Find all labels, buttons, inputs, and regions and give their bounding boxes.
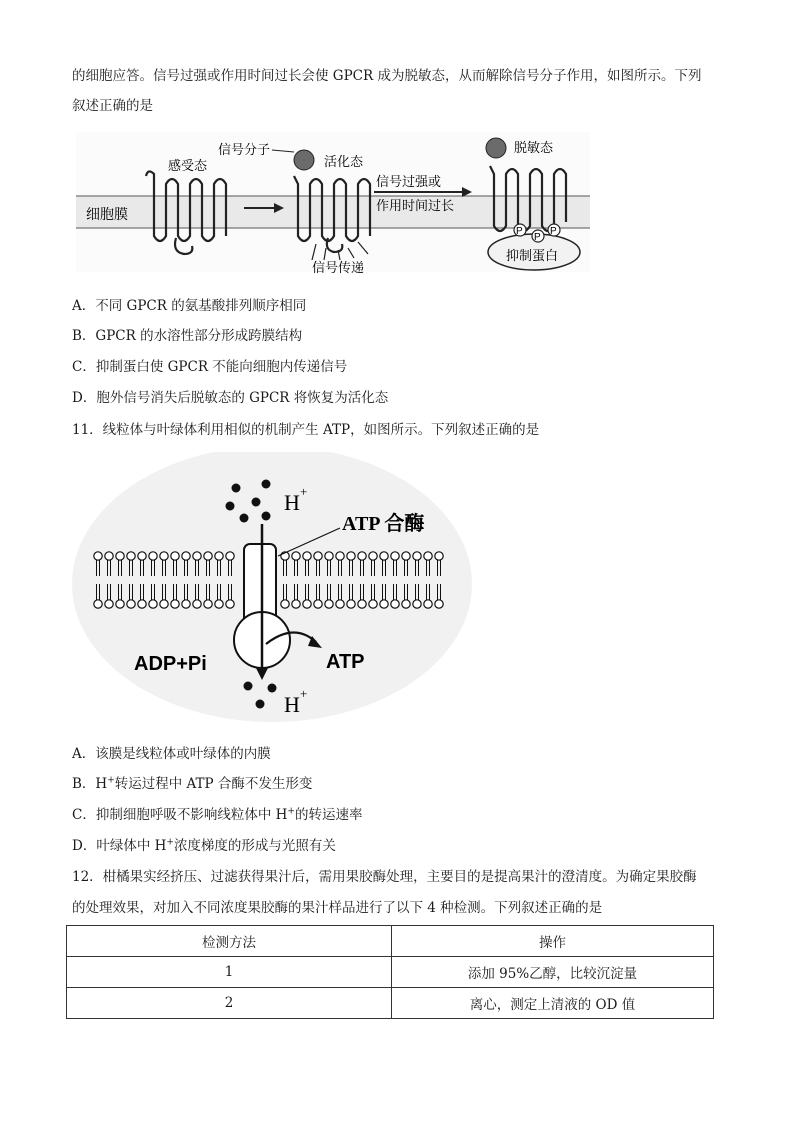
product-label: ATP: [326, 651, 365, 673]
lipid-head: [336, 600, 344, 608]
lipid-head: [435, 552, 443, 560]
phospho-2: P: [534, 232, 541, 243]
membrane-label: 细胞膜: [86, 206, 128, 222]
table-cell-operation: 离心，测定上清液的 OD 值: [392, 988, 714, 1019]
q10-option-b: B．GPCR 的水溶性部分形成跨膜结构: [72, 328, 303, 344]
lipid-head: [193, 552, 201, 560]
lipid-head: [193, 600, 201, 608]
lipid-head: [413, 552, 421, 560]
inhibitor-label: 抑制蛋白: [506, 248, 559, 263]
lipid-head: [424, 552, 432, 560]
receptor-label: 感受态: [168, 158, 208, 173]
lipid-head: [160, 552, 168, 560]
signal-molecule-label: 信号分子: [218, 142, 271, 157]
q10-option-a: A．不同 GPCR 的氨基酸排列顺序相同: [72, 298, 307, 314]
lipid-head: [226, 600, 234, 608]
lipid-head: [138, 552, 146, 560]
lipid-head: [149, 600, 157, 608]
lipid-head: [105, 552, 113, 560]
lipid-head: [303, 552, 311, 560]
lipid-head: [347, 600, 355, 608]
lipid-head: [226, 552, 234, 560]
table-header-method: 检测方法: [67, 926, 392, 957]
q11-option-c: C．抑制细胞呼吸不影响线粒体中 H+的转运速率: [72, 806, 363, 823]
intro-line-2: 叙述正确的是: [72, 98, 153, 114]
signal-molecule-icon: [294, 150, 314, 170]
proton-plus-bottom: +: [300, 686, 308, 701]
lipid-head: [369, 600, 377, 608]
lipid-head: [182, 600, 190, 608]
table-header-row: [67, 926, 714, 957]
lipid-head: [336, 552, 344, 560]
lipid-head: [435, 600, 443, 608]
lipid-head: [171, 552, 179, 560]
lipid-head: [215, 600, 223, 608]
lipid-head: [380, 600, 388, 608]
lipid-head: [413, 600, 421, 608]
lipid-head: [325, 552, 333, 560]
lipid-head: [402, 600, 410, 608]
lipid-head: [116, 552, 124, 560]
phospho-1: P: [516, 226, 523, 237]
lipid-head: [116, 600, 124, 608]
signal-molecule-bound-icon: [486, 138, 506, 158]
q12-stem-line-1: 12．柑橘果实经挤压、过滤获得果汁后，需用果胶酶处理，主要目的是提高果汁的澄清度。为确定果胶酶: [72, 869, 697, 885]
intro-line-1: 的细胞应答。信号过强或作用时间过长会使 GPCR 成为脱敏态，从而解除信号分子作用，如图所示。下列: [72, 68, 702, 84]
condition-line-2: 作用时间过长: [376, 198, 455, 213]
lipid-head: [391, 552, 399, 560]
substrate-label: ADP+Pi: [134, 653, 207, 675]
q11-option-a: A．该膜是线粒体或叶绿体的内膜: [72, 746, 271, 762]
lipid-head: [314, 552, 322, 560]
phospho-3: P: [550, 226, 557, 237]
lipid-head: [358, 552, 366, 560]
q11-option-d: D．叶绿体中 H+浓度梯度的形成与光照有关: [72, 837, 336, 854]
lipid-head: [391, 600, 399, 608]
lipid-head: [127, 600, 135, 608]
table-row: [67, 957, 714, 988]
lipid-head: [171, 600, 179, 608]
desensitized-label: 脱敏态: [514, 140, 554, 155]
condition-line-1: 信号过强或: [376, 174, 442, 189]
lipid-head: [314, 600, 322, 608]
lipid-head: [325, 600, 333, 608]
q10-option-d: D．胞外信号消失后脱敏态的 GPCR 将恢复为活化态: [72, 390, 389, 406]
transduction-label: 信号传递: [312, 260, 365, 275]
lipid-head: [105, 600, 113, 608]
activated-label: 活化态: [324, 154, 364, 169]
lipid-head: [204, 552, 212, 560]
lipid-head: [215, 552, 223, 560]
lipid-head: [94, 552, 102, 560]
table-cell-method: 2: [67, 988, 392, 1019]
lipid-head: [204, 600, 212, 608]
lipid-head: [358, 600, 366, 608]
gpcr-figure: [76, 126, 590, 276]
lipid-head: [347, 552, 355, 560]
q11-option-b: B．H+转运过程中 ATP 合酶不发生形变: [72, 775, 313, 792]
table-row: [67, 988, 714, 1019]
lipid-head: [380, 552, 388, 560]
table-cell-operation: 添加 95%乙醇，比较沉淀量: [392, 957, 714, 988]
q10-option-c: C．抑制蛋白使 GPCR 不能向细胞内传递信号: [72, 359, 348, 375]
lipid-head: [402, 552, 410, 560]
lipid-head: [182, 552, 190, 560]
q12-stem-line-2: 的处理效果，对加入不同浓度果胶酶的果汁样品进行了以下 4 种检测。下列叙述正确的是: [72, 900, 603, 916]
proton-plus-top: +: [300, 484, 308, 499]
lipid-head: [127, 552, 135, 560]
lipid-head: [281, 600, 289, 608]
lipid-head: [292, 600, 300, 608]
lipid-head: [369, 552, 377, 560]
lipid-head: [94, 600, 102, 608]
detection-table: [66, 925, 714, 1019]
proton-label-top: H: [284, 490, 300, 515]
lipid-head: [292, 552, 300, 560]
lipid-head: [138, 600, 146, 608]
table-header-operation: 操作: [392, 926, 714, 957]
atp-synthase-figure: [72, 452, 472, 724]
lipid-head: [424, 600, 432, 608]
enzyme-label: ATP 合酶: [342, 513, 425, 535]
lipid-head: [149, 552, 157, 560]
table-cell-method: 1: [67, 957, 392, 988]
proton-label-bottom: H: [284, 692, 300, 717]
lipid-head: [303, 600, 311, 608]
q11-stem: 11．线粒体与叶绿体利用相似的机制产生 ATP，如图所示。下列叙述正确的是: [72, 422, 540, 438]
lipid-head: [160, 600, 168, 608]
